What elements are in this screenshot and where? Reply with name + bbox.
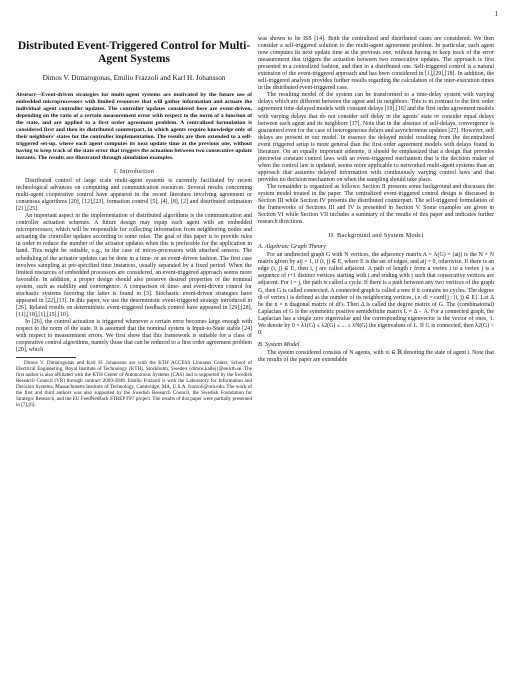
section-heading-introduction: I. Introduction bbox=[113, 168, 155, 175]
abstract-label: Abstract bbox=[16, 92, 36, 98]
body-paragraph: For an undirected graph G with N vertices, the adjacency matrix A = A(G) = (aij) is the N × N matrix given by aij = 1, if (i, j) ∈ E, where E is the set of edges, and aij = 0, otherwise. If there is an edge (i, j) ∈ E, then i, j are called adjacent. A path of length r from a vertex i to a vertex j is a sequence of r+1 distinct vertices starting with i and ending with j such that consecutive vertices are adjacent. For i = j, the path is called a cycle. If there is a path between any two vertices of the graph G, then G is called connected. A connected graph is called a tree if it contains no cycles. The degree di of vertex i is defined as the number of its neighboring vertices, i.e. di = card{j : (i, j) ∈ E}. Let Δ be the n × n diagonal matrix of di's. Then Δ is called the degree matrix of G. The (combinatorial) Laplacian of G is the symmetric positive semidefinite matrix L = Δ − A. For a connected graph, the Laplacian has a single zero eigenvalue and the corresponding eigenvector is the vector of ones, 1. We denote by 0 = λ1(G) ≤ λ2(G) ≤ ... ≤ λN(G) the eigenvalues of L. If G is connected, then λ2(G) > 0. bbox=[258, 252, 494, 336]
body-paragraph: was shown to be ISS [14]. Both the centralized and distributed cases are considered. We then consider a self-triggered solution to the multi-agent agreement problem. In particular, each agent now computes its next update time at the previous one, without having to keep track of the error measurement that triggers the actuation between two consecutive updates. The approach is first presented in a centralized fashion, and then in a distributed one. Self-triggered control is a natural extension of the event-triggered approach and has been considered in [1],[29],[18]. In addition, the self-triggered analysis provides further results regarding the calculation of the inter-execution times in the distributed event-triggered case. bbox=[258, 36, 494, 92]
subsection-heading-graph-theory: A. Algebraic Graph Theory bbox=[258, 243, 326, 251]
left-column bbox=[16, 40, 252, 408]
author-list: Dimos V. Dimarogonas, Emilio Frazzoli and Karl H. Johansson bbox=[42, 74, 226, 82]
body-paragraph: An important aspect in the implementation of distributed algorithms is the communication and controller actuation schemes. A future design may equip each agent with an embedded microprocessor, which will be responsible for collecting information from neighboring nodes and actuating the controller updates according to some rules. The goal of this paper is to provide rules in order to reduce the number of the actuator updates when this is preferable for the application in hand. This might be suitable, e.g., in the case of micro-processors with attached sensors. The scheduling of the actuator updates can be done in a time- or an event-driven fashion. The first case involves sampling at pre-specified time instances, usually separated by a fixed period. When the limited resources of embedded processors are considered, an event-triggered approach seems more favorable. In addition, a proper design should also preserve desired properties of the nominal system, such as stability and convergence. A comparison of time- and event-driven control for stochastic systems favoring the latter is found in [3]. Stochastic event-driven strategies have appeared in [22],[13]. In this paper, we use the deterministic event-triggered strategy introduced in [26]. Related results on deterministic event-triggered feedback control have appeared in [29],[28],[11],[18],[1],[15],[10]. bbox=[16, 213, 252, 318]
paper-title: Distributed Event-Triggered Control for Multi-Agent Systems bbox=[17, 40, 251, 65]
abstract-text: —Event-driven strategies for multi-agent systems are motivated by the future use of embedded microprocessors with limited resources that will gather information and actuate the individual agent controller updates. The controller updates considered here are event-driven, depending on the ratio of a certain measurement error with respect to the norm of a function of the state, and are applied to a first order agreement problem. A centralized formulation is considered first and then its distributed counterpart, in which agents require knowledge only of their neighbors' states for the controller implementation. The results are then extended to a self-triggered set-up, where each agent computes its next update time at the previous one, without having to keep track of the state error that triggers the actuation between two consecutive update instants. The results are illustrated through simulation examples. bbox=[16, 92, 252, 161]
footnote-divider bbox=[16, 357, 76, 358]
section-heading-background: II. Background and System Model bbox=[328, 232, 424, 240]
body-paragraph: The system considered consists of N agents, with xi ∈ ℝ denoting the state of agent i. Note that the results of the paper are extendable bbox=[258, 349, 494, 363]
body-paragraph: The resulting model of the system can be transformed to a time-delay system with varying delays which are different between the agent and its neighbors. This is in contrast to the first order agreement time-delayed models with constant delays [19],[16] and the first order agreement models with varying delays that do not consider self delay in the agents' state or consider equal delays between each agent and its neighbors [17]. Note that in the absence of self-delays, convergence is guaranteed even for the case of heterogeneous delays and asynchronous updates [27]. However, self delays are present in our model. In essence the delayed model resulting from the decentralized event triggered setup is more general than the first order agreement models with delays found in literature. On an equally important sidenote, it should be emphasized that a design that provides piecewise constant control laws with an event-triggered mechanism that is the decision maker of when the control law is updated, seems more applicable to networked multi-agent systems than an approach that assumes delayed information with continuously varying control laws and that provides no decision mechanism on when the sampling should take place. bbox=[258, 92, 494, 183]
page-number: 1 bbox=[494, 10, 498, 18]
abstract bbox=[16, 92, 252, 162]
body-paragraph: Distributed control of large scale multi-agent systems is currently facilitated by recent technological advances on computing and communication resources. Several results concerning multi-agent cooperative control have appeared in the recent literature involving agreement or consensus algorithms [20], [12],[23], formation control [5], [4], [8], [2] and distributed estimation [21],[25]. bbox=[16, 178, 252, 213]
subsection-heading-system-model: B. System Model bbox=[258, 340, 300, 348]
body-paragraph: In [26], the control actuation is triggered whenever a certain error becomes large enough with respect to the norm of the state. It is assumed that the nominal system is Input-to-State stable [24] with respect to measurement errors. We first show that this framework is suitable for a class of cooperative control algorithms, namely those that can be reduced to a first order agreement problem [20], which bbox=[16, 318, 252, 354]
footnote: Dimos V. Dimarogonas and Karl H. Johansson are with the KTH ACCESS Linnaeus Center, School of Electrical Engineering, Royal Institute of Technology (KTH), Stockholm, Sweden {dimos,kallej}@ee.kth.se. The first author is also affiliated with the KTH Center of Autonomous Systems (CAS) and is supported by the Swedish Research Council (VR) through contract 2009-3948. Emilio Frazzoli is with the Laboratory for Information and Decision Systems, Massachusetts Institute of Technology, Cambridge, MA, U.S.A. frazzoli@mit.edu. The work of the first and third authors was also supported by the Swedish Research Council, the Swedish Foundation for Strategic Research, and the EU FeedNetBack STREP FP7 project. The results of this paper were partially presented in [7],[6]. bbox=[16, 360, 252, 409]
body-paragraph: The remainder is organized as follows: Section II presents some background and discusses the system model treated in the paper. The centralized event-triggered control design is discussed in Section III while Section IV presents the distributed counterpart. The self-triggered formulation of the frameworks of Sections III and IV is presented in Section V. Some examples are given in Section VI while Section VII includes a summary of the results of this paper and indicates further research directions. bbox=[258, 183, 494, 226]
right-column bbox=[258, 36, 494, 364]
